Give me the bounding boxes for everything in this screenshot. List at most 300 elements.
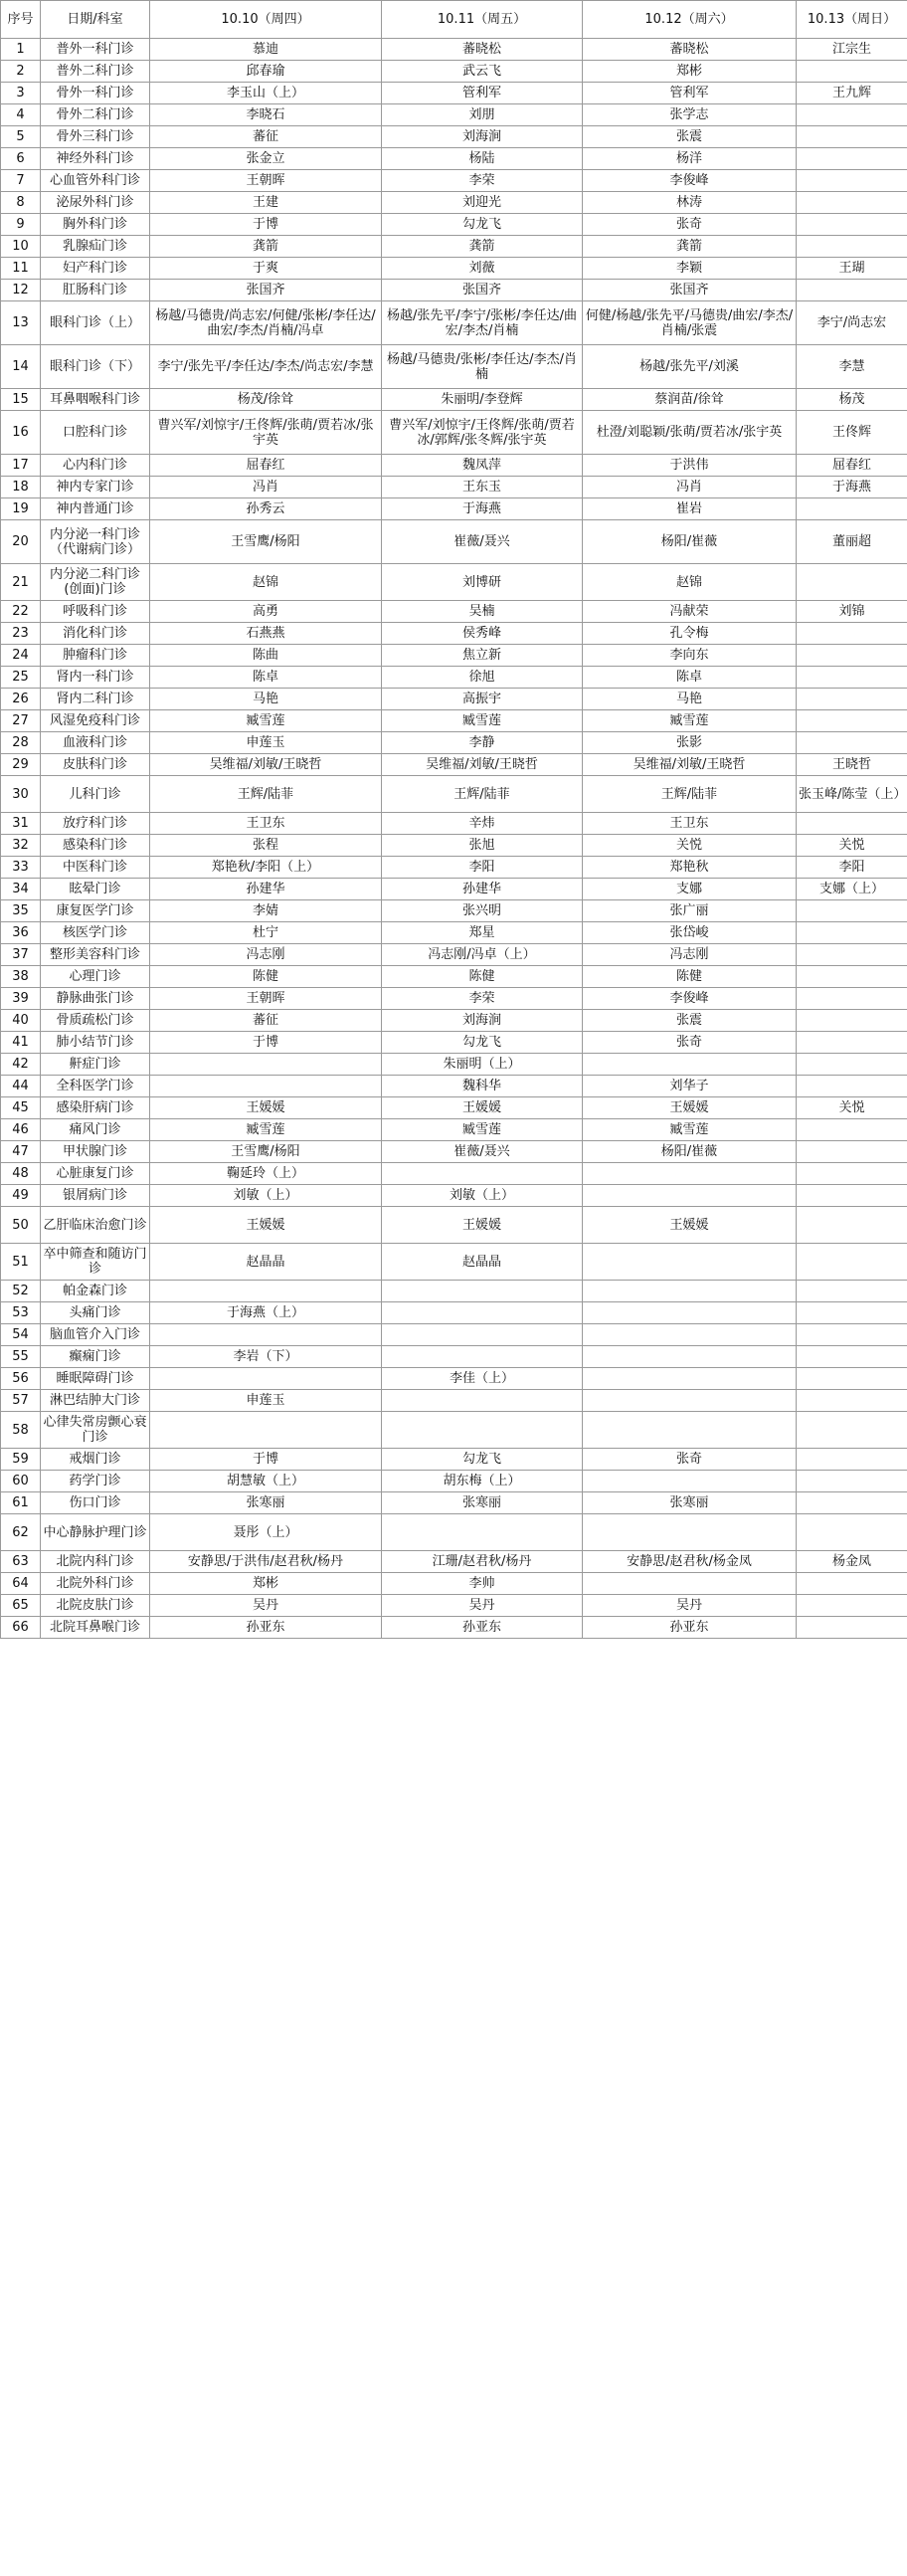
cell-day-1: 蕃征 [150,126,382,148]
cell-day-1: 孙建华 [150,879,382,900]
cell-day-3: 张寒丽 [583,1492,797,1514]
cell-day-3: 林涛 [583,192,797,214]
cell-day-2 [382,1514,583,1551]
cell-department: 内分泌二科门诊(创面)门诊 [41,564,150,601]
table-row [1,1471,907,1492]
cell-day-2: 朱丽明/李登辉 [382,389,583,411]
cell-department: 脑血管介入门诊 [41,1324,150,1346]
cell-day-4 [797,126,907,148]
cell-day-2: 勾龙飞 [382,1032,583,1054]
cell-index: 25 [1,667,41,689]
cell-day-3: 李俊峰 [583,988,797,1010]
cell-day-2: 于海燕 [382,498,583,520]
cell-department: 内分泌一科门诊（代谢病门诊） [41,520,150,564]
cell-day-3: 张影 [583,732,797,754]
table-row [1,170,907,192]
cell-day-3: 杜澄/刘聪颖/张萌/贾若冰/张宇英 [583,411,797,455]
cell-index: 41 [1,1032,41,1054]
cell-day-3 [583,1163,797,1185]
cell-day-3: 龚箭 [583,236,797,258]
cell-department: 心理门诊 [41,966,150,988]
cell-index: 33 [1,857,41,879]
cell-department: 风湿免疫科门诊 [41,710,150,732]
cell-day-3 [583,1390,797,1412]
cell-day-4 [797,667,907,689]
cell-day-2: 辛炜 [382,813,583,835]
table-row [1,1449,907,1471]
cell-day-4: 关悦 [797,835,907,857]
cell-index: 19 [1,498,41,520]
header-day-3: 10.12（周六） [583,1,797,39]
cell-day-1: 臧雪莲 [150,710,382,732]
cell-day-4 [797,1141,907,1163]
cell-day-2: 刘海涧 [382,126,583,148]
cell-department: 胸外科门诊 [41,214,150,236]
table-row [1,601,907,623]
cell-day-2: 朱丽明（上） [382,1054,583,1076]
cell-day-2: 冯志刚/冯卓（上） [382,944,583,966]
cell-index: 57 [1,1390,41,1412]
cell-department: 北院内科门诊 [41,1551,150,1573]
cell-day-3: 杨洋 [583,148,797,170]
cell-day-4: 李宁/尚志宏 [797,301,907,345]
cell-day-2: 杨越/马德贵/张彬/李任达/李杰/肖楠 [382,345,583,389]
cell-day-3: 管利军 [583,83,797,104]
cell-day-1: 冯肖 [150,477,382,498]
cell-department: 骨质疏松门诊 [41,1010,150,1032]
cell-department: 骨外二科门诊 [41,104,150,126]
table-row [1,689,907,710]
cell-department: 骨外三科门诊 [41,126,150,148]
cell-day-1: 陈健 [150,966,382,988]
cell-day-2: 高振宇 [382,689,583,710]
cell-day-1: 刘敏（上） [150,1185,382,1207]
cell-day-4 [797,148,907,170]
cell-department: 血液科门诊 [41,732,150,754]
cell-day-4 [797,1324,907,1346]
cell-day-3: 吴丹 [583,1595,797,1617]
cell-index: 24 [1,645,41,667]
cell-day-2 [382,1412,583,1449]
cell-department: 中医科门诊 [41,857,150,879]
cell-day-1: 李玉山（上） [150,83,382,104]
cell-day-1: 王雪鹰/杨阳 [150,1141,382,1163]
cell-day-2: 魏科华 [382,1076,583,1097]
cell-index: 27 [1,710,41,732]
cell-day-3 [583,1324,797,1346]
cell-day-1: 王朝晖 [150,170,382,192]
cell-day-4: 于海燕 [797,477,907,498]
cell-department: 感染肝病门诊 [41,1097,150,1119]
cell-day-2: 勾龙飞 [382,214,583,236]
cell-day-2 [382,1324,583,1346]
cell-day-4: 王九辉 [797,83,907,104]
cell-day-2: 刘敏（上） [382,1185,583,1207]
table-row [1,623,907,645]
cell-day-4 [797,1471,907,1492]
cell-day-4 [797,944,907,966]
header-day-2: 10.11（周五） [382,1,583,39]
cell-department: 全科医学门诊 [41,1076,150,1097]
cell-day-3: 张震 [583,1010,797,1032]
header-department: 日期/科室 [41,1,150,39]
cell-day-2: 张国齐 [382,280,583,301]
cell-day-2: 孙亚东 [382,1617,583,1639]
cell-department: 睡眠障碍门诊 [41,1368,150,1390]
cell-day-2: 张旭 [382,835,583,857]
table-row [1,1010,907,1032]
cell-day-1: 聂彤（上） [150,1514,382,1551]
cell-day-3: 郑彬 [583,61,797,83]
cell-index: 53 [1,1302,41,1324]
cell-index: 38 [1,966,41,988]
cell-day-1: 于博 [150,214,382,236]
cell-index: 21 [1,564,41,601]
cell-day-4 [797,1412,907,1449]
cell-day-3: 王卫东 [583,813,797,835]
cell-day-3 [583,1346,797,1368]
cell-index: 49 [1,1185,41,1207]
cell-day-3 [583,1302,797,1324]
cell-day-1: 于海燕（上） [150,1302,382,1324]
cell-day-3: 李颖 [583,258,797,280]
cell-day-1: 李岩（下） [150,1346,382,1368]
cell-day-2: 胡东梅（上） [382,1471,583,1492]
cell-day-1: 王卫东 [150,813,382,835]
cell-day-2: 王辉/陆菲 [382,776,583,813]
cell-day-2 [382,1390,583,1412]
cell-day-2: 蕃晓松 [382,39,583,61]
table-row [1,1163,907,1185]
cell-department: 整形美容科门诊 [41,944,150,966]
table-row [1,1368,907,1390]
cell-department: 伤口门诊 [41,1492,150,1514]
cell-index: 7 [1,170,41,192]
cell-day-2: 刘薇 [382,258,583,280]
table-row [1,301,907,345]
cell-day-4 [797,1573,907,1595]
table-row [1,922,907,944]
cell-department: 普外一科门诊 [41,39,150,61]
cell-day-2: 龚箭 [382,236,583,258]
cell-day-3 [583,1573,797,1595]
cell-day-3 [583,1412,797,1449]
table-row [1,1551,907,1573]
cell-day-1: 冯志刚 [150,944,382,966]
cell-day-4 [797,988,907,1010]
cell-index: 51 [1,1244,41,1281]
cell-day-3: 支娜 [583,879,797,900]
cell-index: 22 [1,601,41,623]
cell-department: 痛风门诊 [41,1119,150,1141]
cell-day-3: 蔡润苗/徐耸 [583,389,797,411]
cell-day-2: 刘迎光 [382,192,583,214]
cell-index: 29 [1,754,41,776]
cell-day-4 [797,966,907,988]
cell-day-1: 王雪鹰/杨阳 [150,520,382,564]
cell-index: 13 [1,301,41,345]
cell-department: 神内普通门诊 [41,498,150,520]
cell-day-2: 江珊/赵君秋/杨丹 [382,1551,583,1573]
cell-day-2: 李帅 [382,1573,583,1595]
cell-department: 康复医学门诊 [41,900,150,922]
table-row [1,1514,907,1551]
cell-day-3: 安静思/赵君秋/杨金凤 [583,1551,797,1573]
cell-department: 北院皮肤门诊 [41,1595,150,1617]
table-row [1,477,907,498]
table-row [1,498,907,520]
cell-index: 59 [1,1449,41,1471]
cell-day-3: 冯献荣 [583,601,797,623]
cell-day-1: 张寒丽 [150,1492,382,1514]
cell-index: 58 [1,1412,41,1449]
cell-day-2: 崔薇/聂兴 [382,1141,583,1163]
cell-day-3: 李俊峰 [583,170,797,192]
cell-department: 心血管外科门诊 [41,170,150,192]
table-row [1,1595,907,1617]
cell-department: 感染科门诊 [41,835,150,857]
cell-day-4 [797,1595,907,1617]
cell-index: 18 [1,477,41,498]
cell-day-2: 徐旭 [382,667,583,689]
cell-index: 37 [1,944,41,966]
table-row [1,1076,907,1097]
cell-department: 北院外科门诊 [41,1573,150,1595]
cell-department: 淋巴结肿大门诊 [41,1390,150,1412]
cell-day-3: 冯志刚 [583,944,797,966]
cell-department: 肿瘤科门诊 [41,645,150,667]
cell-index: 50 [1,1207,41,1244]
cell-index: 6 [1,148,41,170]
header-row [1,1,907,39]
table-row [1,776,907,813]
cell-day-4 [797,710,907,732]
cell-department: 肾内二科门诊 [41,689,150,710]
cell-day-4 [797,498,907,520]
cell-day-1: 陈卓 [150,667,382,689]
cell-index: 26 [1,689,41,710]
cell-department: 中心静脉护理门诊 [41,1514,150,1551]
cell-day-4 [797,104,907,126]
table-row [1,900,907,922]
cell-day-4: 杨茂 [797,389,907,411]
cell-day-4 [797,813,907,835]
cell-day-3: 杨越/张先平/刘溪 [583,345,797,389]
table-row [1,1244,907,1281]
table-row [1,564,907,601]
cell-day-4 [797,1010,907,1032]
cell-index: 12 [1,280,41,301]
cell-day-2 [382,1346,583,1368]
cell-department: 头痛门诊 [41,1302,150,1324]
cell-department: 普外二科门诊 [41,61,150,83]
table-row [1,214,907,236]
cell-day-4: 刘锦 [797,601,907,623]
cell-day-3: 马艳 [583,689,797,710]
cell-day-1: 马艳 [150,689,382,710]
cell-index: 9 [1,214,41,236]
cell-day-1: 邱春瑜 [150,61,382,83]
cell-day-3 [583,1185,797,1207]
cell-department: 癫痫门诊 [41,1346,150,1368]
cell-day-2: 吴丹 [382,1595,583,1617]
cell-day-1: 吴维福/刘敏/王晓哲 [150,754,382,776]
cell-day-3: 于洪伟 [583,455,797,477]
table-row [1,520,907,564]
cell-day-3: 刘华子 [583,1076,797,1097]
cell-day-4 [797,1032,907,1054]
cell-department: 皮肤科门诊 [41,754,150,776]
table-row [1,1207,907,1244]
cell-day-4 [797,1368,907,1390]
cell-day-1 [150,1368,382,1390]
cell-day-2: 孙建华 [382,879,583,900]
cell-day-1: 孙亚东 [150,1617,382,1639]
cell-day-4 [797,1207,907,1244]
cell-day-4 [797,623,907,645]
cell-day-1: 申莲玉 [150,1390,382,1412]
table-row [1,1390,907,1412]
cell-day-2: 吴维福/刘敏/王晓哲 [382,754,583,776]
table-row [1,710,907,732]
cell-day-3: 孔令梅 [583,623,797,645]
table-row [1,813,907,835]
cell-day-4: 王佟辉 [797,411,907,455]
cell-index: 66 [1,1617,41,1639]
cell-day-4 [797,564,907,601]
cell-day-4 [797,922,907,944]
cell-day-4 [797,1076,907,1097]
cell-department: 静脉曲张门诊 [41,988,150,1010]
cell-day-4 [797,1244,907,1281]
cell-day-3: 张震 [583,126,797,148]
table-row [1,1097,907,1119]
cell-index: 39 [1,988,41,1010]
cell-department: 眼科门诊（上） [41,301,150,345]
cell-day-4 [797,61,907,83]
cell-day-4 [797,732,907,754]
cell-day-1: 赵锦 [150,564,382,601]
cell-day-1: 曹兴军/刘惊宇/王佟辉/张萌/贾若冰/张宇英 [150,411,382,455]
cell-day-3: 陈健 [583,966,797,988]
cell-day-1 [150,1324,382,1346]
table-row [1,645,907,667]
cell-day-2: 刘博研 [382,564,583,601]
cell-index: 65 [1,1595,41,1617]
cell-day-2: 杨陆 [382,148,583,170]
cell-department: 心内科门诊 [41,455,150,477]
cell-day-2: 焦立新 [382,645,583,667]
cell-day-3: 冯肖 [583,477,797,498]
cell-day-4 [797,1617,907,1639]
table-row [1,988,907,1010]
cell-index: 32 [1,835,41,857]
cell-day-3: 蕃晓松 [583,39,797,61]
cell-day-2: 张寒丽 [382,1492,583,1514]
cell-day-1: 赵晶晶 [150,1244,382,1281]
cell-index: 61 [1,1492,41,1514]
cell-day-1: 胡慧敏（上） [150,1471,382,1492]
cell-day-4 [797,1281,907,1302]
cell-day-2: 臧雪莲 [382,710,583,732]
cell-day-4 [797,170,907,192]
cell-index: 48 [1,1163,41,1185]
cell-day-1: 石燕燕 [150,623,382,645]
cell-index: 31 [1,813,41,835]
cell-department: 消化科门诊 [41,623,150,645]
header-day-4: 10.13（周日） [797,1,907,39]
header-day-1: 10.10（周四） [150,1,382,39]
cell-day-1: 李宁/张先平/李任达/李杰/尚志宏/李慧 [150,345,382,389]
cell-index: 23 [1,623,41,645]
cell-day-2: 李佳（上） [382,1368,583,1390]
cell-day-1: 臧雪莲 [150,1119,382,1141]
cell-index: 14 [1,345,41,389]
cell-day-4: 王晓哲 [797,754,907,776]
cell-day-4 [797,900,907,922]
cell-day-2 [382,1302,583,1324]
cell-department: 眼科门诊（下） [41,345,150,389]
cell-day-3 [583,1054,797,1076]
cell-day-1: 李晓石 [150,104,382,126]
cell-day-1: 慕迪 [150,39,382,61]
cell-day-2: 武云飞 [382,61,583,83]
cell-day-1: 张程 [150,835,382,857]
cell-day-2: 李静 [382,732,583,754]
cell-department: 帕金森门诊 [41,1281,150,1302]
cell-day-1: 高勇 [150,601,382,623]
table-row [1,1492,907,1514]
table-row [1,835,907,857]
cell-department: 心脏康复门诊 [41,1163,150,1185]
cell-day-1: 孙秀云 [150,498,382,520]
table-row [1,39,907,61]
cell-day-4: 李慧 [797,345,907,389]
cell-day-2: 魏凤萍 [382,455,583,477]
cell-day-1: 李婧 [150,900,382,922]
cell-day-3: 陈卓 [583,667,797,689]
table-row [1,1412,907,1449]
cell-department: 药学门诊 [41,1471,150,1492]
cell-day-1: 蕃征 [150,1010,382,1032]
cell-day-3: 李向东 [583,645,797,667]
cell-day-1: 杜宁 [150,922,382,944]
cell-day-3: 张奇 [583,1449,797,1471]
cell-day-1: 申莲玉 [150,732,382,754]
cell-day-1: 王朝晖 [150,988,382,1010]
cell-index: 17 [1,455,41,477]
table-row [1,732,907,754]
cell-day-1: 鞠延玲（上） [150,1163,382,1185]
cell-index: 42 [1,1054,41,1076]
cell-day-2: 崔薇/聂兴 [382,520,583,564]
cell-day-1: 王媛媛 [150,1097,382,1119]
cell-day-1 [150,1054,382,1076]
cell-day-2 [382,1163,583,1185]
table-row [1,236,907,258]
cell-day-1: 王媛媛 [150,1207,382,1244]
cell-department: 眩晕门诊 [41,879,150,900]
cell-day-4: 江宗生 [797,39,907,61]
cell-index: 8 [1,192,41,214]
cell-day-4 [797,689,907,710]
cell-day-3: 何健/杨越/张先平/马德贵/曲宏/李杰/肖楠/张震 [583,301,797,345]
cell-department: 神内专家门诊 [41,477,150,498]
cell-day-1 [150,1412,382,1449]
cell-day-4 [797,1119,907,1141]
cell-day-3: 张广丽 [583,900,797,922]
cell-day-2: 王东玉 [382,477,583,498]
